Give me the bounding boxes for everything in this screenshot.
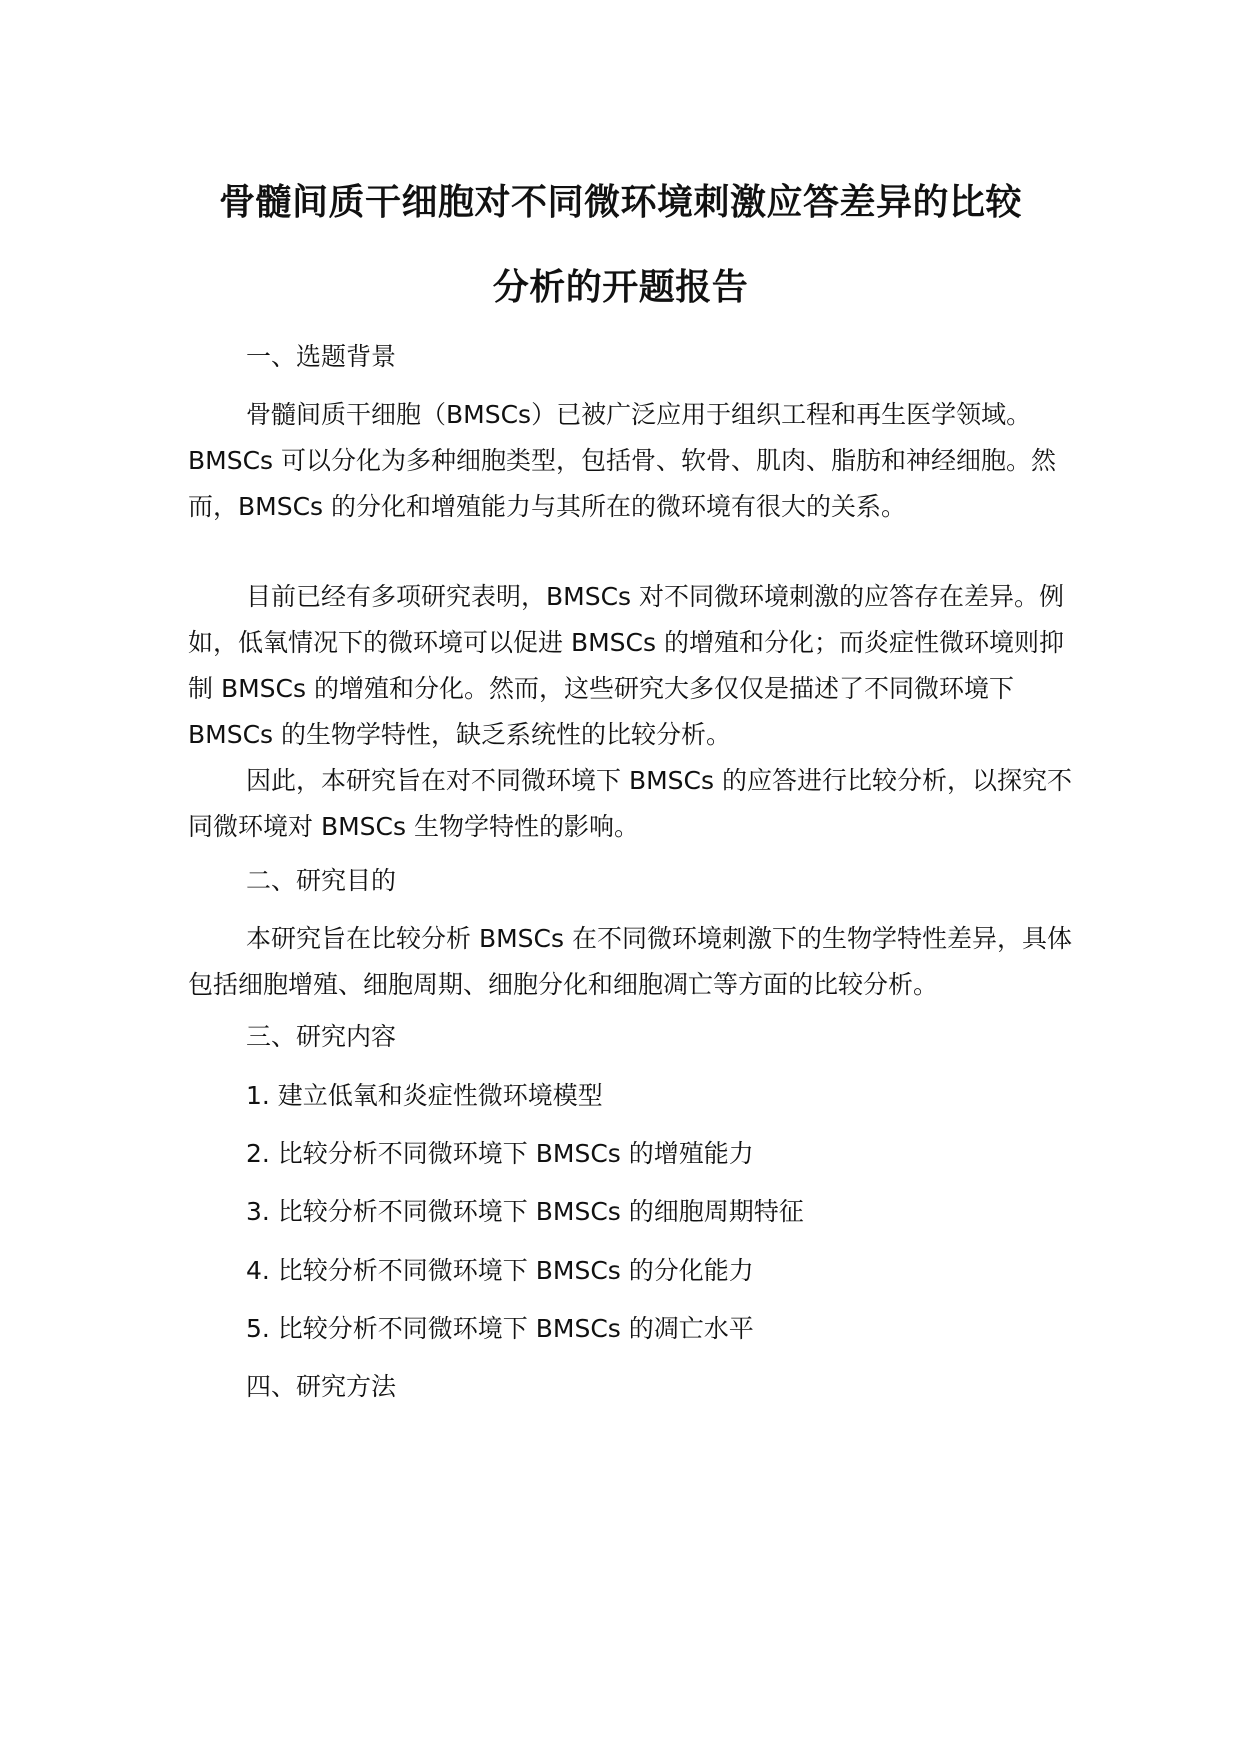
section-heading-purpose: 二、研究目的 [246, 866, 397, 895]
background-paragraph-1: 骨髓间质干细胞（BMSCs）已被广泛应用于组织工程和再生医学领域。BMSCs 可以分化为多种细胞类型，包括骨、软骨、肌肉、脂肪和神经细胞。然而，BMSCs 的分化和增殖能力与其所在的微环境有很大的关系。 [188, 400, 1057, 521]
section-heading-background: 一、选题背景 [246, 342, 397, 371]
document-title-line-2: 分析的开题报告 [492, 267, 749, 308]
background-paragraph-2: 目前已经有多项研究表明，BMSCs 对不同微环境刺激的应答存在差异。例如，低氧情况下的微环境可以促进 BMSCs 的增殖和分化；而炎症性微环境则抑制 BMSCs 的增殖和分化。然而，这些研究大多仅仅是描述了不同微环境下 BMSCs 的生物学特性，缺乏系统性的比较分析。 [188, 582, 1065, 749]
content-list-item: 4. 比较分析不同微环境下 BMSCs 的分化能力 [246, 1256, 754, 1285]
content-list-item: 2. 比较分析不同微环境下 BMSCs 的增殖能力 [246, 1139, 754, 1168]
content-list-item: 1. 建立低氧和炎症性微环境模型 [246, 1081, 603, 1110]
document-title-line-1: 骨髓间质干细胞对不同微环境刺激应答差异的比较 [218, 182, 1022, 223]
content-list-item: 5. 比较分析不同微环境下 BMSCs 的凋亡水平 [246, 1314, 754, 1343]
purpose-paragraph: 本研究旨在比较分析 BMSCs 在不同微环境刺激下的生物学特性差异，具体包括细胞增殖、细胞周期、细胞分化和细胞凋亡等方面的比较分析。 [188, 924, 1072, 999]
section-heading-methods: 四、研究方法 [246, 1372, 397, 1401]
section-heading-content: 三、研究内容 [246, 1022, 397, 1051]
content-list-item: 3. 比较分析不同微环境下 BMSCs 的细胞周期特征 [246, 1197, 804, 1226]
background-paragraph-3: 因此，本研究旨在对不同微环境下 BMSCs 的应答进行比较分析，以探究不同微环境对 BMSCs 生物学特性的影响。 [188, 766, 1072, 841]
